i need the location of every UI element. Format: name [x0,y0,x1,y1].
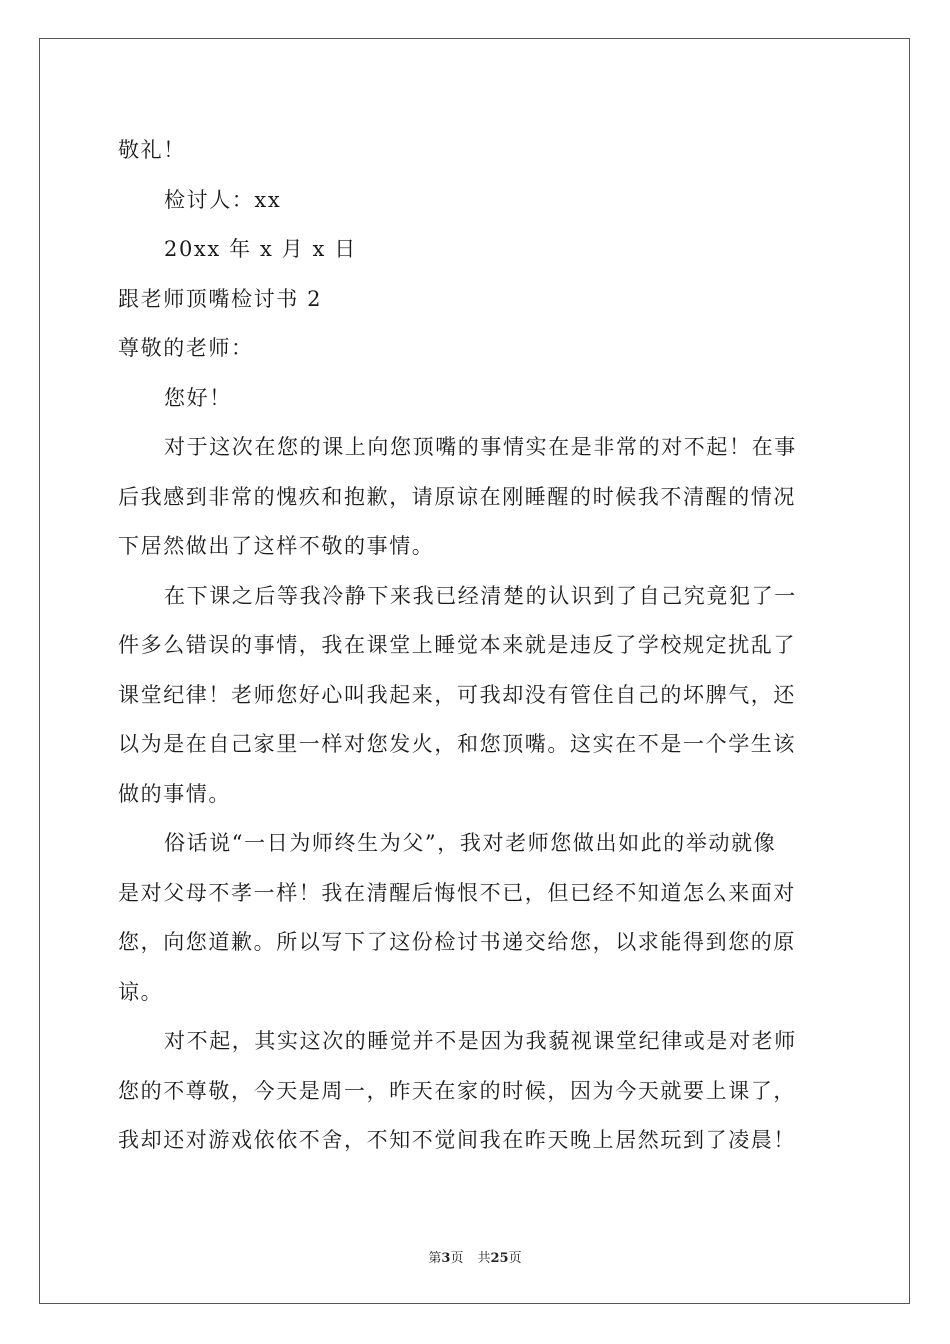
paragraph-line: 您，向您道歉。所以写下了这份检讨书递交给您，以求能得到您的原 [118,930,796,954]
total-prefix: 共 [477,1251,491,1266]
paragraph-line: 我却还对游戏依依不舍，不知不觉间我在昨天晚上居然玩到了凌晨！ [118,1128,796,1152]
total-suffix: 页 [508,1251,522,1266]
page-footer [0,1247,950,1266]
salutation: 尊敬的老师： [118,336,254,360]
document-title: 跟老师顶嘴检讨书 2 [118,286,323,311]
paragraph-line: 俗话说“一日为师终生为父”，我对老师您做出如此的举动就像 [164,831,777,855]
paragraph-line: 对于这次在您的课上向您顶嘴的事情实在是非常的对不起！在事 [164,435,797,459]
paragraph-line: 在下课之后等我冷静下来我已经清楚的认识到了自己究竟犯了一 [164,583,797,608]
text-line: 敬礼！ [118,138,186,162]
greeting: 您好！ [164,385,232,410]
page-suffix: 页 [450,1251,464,1266]
text-line: 检讨人：xx [164,187,282,212]
paragraph-line: 是对父母不孝一样！我在清醒后悔恨不已，但已经不知道怎么来面对 [118,880,796,905]
document-body [118,126,838,1166]
paragraph-line: 下居然做出了这样不敬的事情。 [118,534,435,558]
paragraph-line: 您的不尊敬，今天是周一，昨天在家的时候，因为今天就要上课了， [118,1078,796,1103]
paragraph-line: 课堂纪律！老师您好心叫我起来，可我却没有管住自己的坏脾气，还 [118,682,796,707]
paragraph-line: 后我感到非常的愧疚和抱歉，请原谅在刚睡醒的时候我不清醒的情况 [118,484,796,509]
text-line: 20xx 年 x 月 x 日 [164,237,357,261]
paragraph-line: 以为是在自己家里一样对您发火，和您顶嘴。这实在不是一个学生该 [118,732,796,756]
current-page-number: 3 [441,1251,451,1266]
paragraph-line: 做的事情。 [118,781,231,806]
paragraph-line: 对不起，其实这次的睡觉并不是因为我藐视课堂纪律或是对老师 [164,1029,797,1053]
paragraph-line: 谅。 [118,979,164,1004]
paragraph-line: 件多么错误的事情，我在课堂上睡觉本来就是违反了学校规定扰乱了 [118,633,796,657]
total-page-count: 25 [490,1251,509,1266]
page-prefix: 第 [428,1251,442,1266]
